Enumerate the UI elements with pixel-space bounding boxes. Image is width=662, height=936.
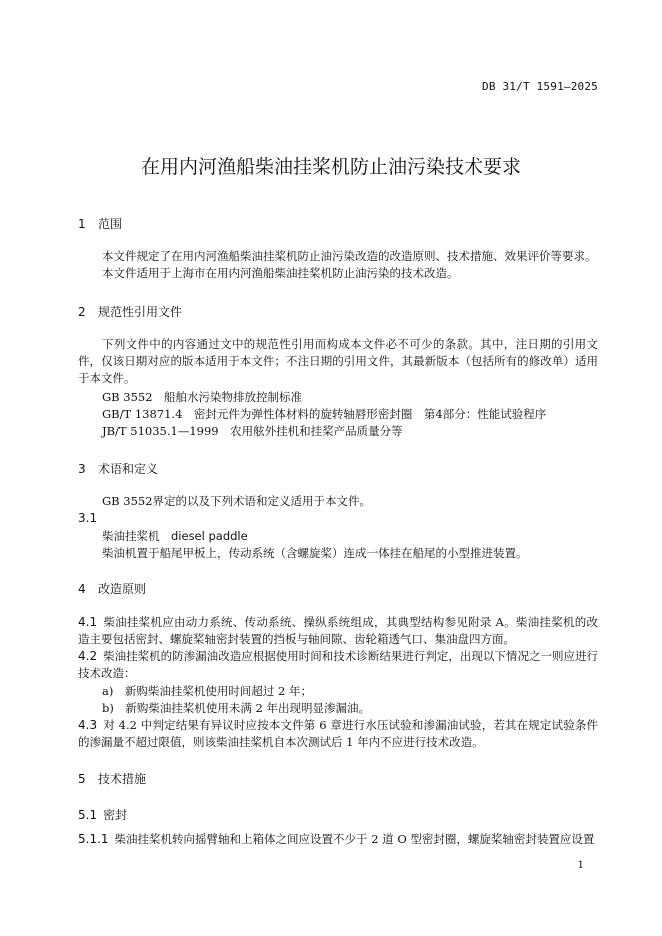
section-2-heading xyxy=(78,303,182,320)
paragraph: 本文件规定了在用内河渔船柴油挂桨机防止油污染改造的改造原则、技术措施、效果评价等要求。 xyxy=(102,249,597,263)
reference-item: GB 3552 船舶水污染物排放控制标准 xyxy=(102,390,303,404)
standard-number: DB 31/T 1591—2025 xyxy=(482,80,598,93)
clause-5-1-1 xyxy=(78,831,598,848)
section-title: 规范性引用文件 xyxy=(98,305,183,319)
clause-number: 3.1 xyxy=(78,511,98,525)
clause-number: 4.1 xyxy=(78,615,98,629)
section-title: 技术措施 xyxy=(98,772,147,786)
clause-text: 柴油挂桨机应由动力系统、传动系统、操纵系统组成，其典型结构参见附录 A。柴油挂桨机的改造主要包括密封、螺旋桨轴密封装置的挡板与轴间隙、齿轮箱透气口、集油盘四方面。 xyxy=(78,615,598,646)
reference-item: GB/T 13871.4 密封元件为弹性体材料的旋转轴唇形密封圈 第4部分：性能试验程序 xyxy=(102,407,547,421)
section-3-heading xyxy=(78,460,158,477)
section-5-heading xyxy=(78,770,146,787)
section-title: 改造原则 xyxy=(98,582,147,596)
section-number: 3 xyxy=(78,462,86,476)
section-number: 4 xyxy=(78,582,86,596)
term-definition: 柴油机置于船尾甲板上，传动系统（含螺旋桨）连成一体挂在船尾的小型推进装置。 xyxy=(102,546,528,560)
section-1-heading xyxy=(78,215,122,232)
term-entry: 柴油挂桨机 diesel paddle xyxy=(102,529,248,543)
clause-4-1 xyxy=(78,614,598,648)
section-number: 1 xyxy=(78,217,86,231)
clause-number: 5.1.1 xyxy=(78,832,109,846)
clause-text: 柴油挂桨机转向摇臂轴和上箱体之间应设置不少于 2 道 O 型密封圈，螺旋桨轴密封装置应设置 xyxy=(114,832,595,846)
paragraph: 本文件适用于上海市在用内河渔船柴油挂桨机防止油污染的技术改造。 xyxy=(102,266,459,280)
clause-number: 4.3 xyxy=(78,718,98,732)
section-number: 5 xyxy=(78,772,86,786)
clause-4-2 xyxy=(78,648,598,682)
clause-number: 4.2 xyxy=(78,649,98,663)
section-4-heading xyxy=(78,580,146,597)
clause-text: 对 4.2 中判定结果有异议时应按本文件第 6 章进行水压试验和渗漏油试验，若其在规定试验条件的渗漏量不超过限值，则该柴油挂桨机自本次测试后 1 年内不应进行技术改造。 xyxy=(78,718,598,749)
list-item: b) 新购柴油挂桨机使用未满 2 年出现明显渗漏油。 xyxy=(102,701,370,715)
reference-item: JB/T 51035.1—1999 农用舷外挂机和挂桨产品质量分等 xyxy=(102,424,403,438)
clause-title: 密封 xyxy=(103,808,128,822)
clause-text: 柴油挂桨机的防渗漏油改造应根据使用时间和技术诊断结果进行判定，出现以下情况之一则应进行技术改造： xyxy=(78,649,598,680)
document-title: 在用内河渔船柴油挂桨机防止油污染技术要求 xyxy=(140,156,521,178)
paragraph: 下列文件中的内容通过文中的规范性引用而构成本文件必不可少的条款。其中，注日期的引用文件，仅该日期对应的版本适用于本文件；不注日期的引用文件，其最新版本（包括所有的修改单）适用于本文件。 xyxy=(78,337,598,385)
section-number: 2 xyxy=(78,305,86,319)
clause-4-3 xyxy=(78,717,598,751)
page-number: 1 xyxy=(577,860,584,871)
section-title: 范围 xyxy=(98,217,123,231)
paragraph: GB 3552界定的以及下列术语和定义适用于本文件。 xyxy=(102,494,372,508)
list-item: a) 新购柴油挂桨机使用时间超过 2 年； xyxy=(102,684,312,698)
clause-number: 5.1 xyxy=(78,808,98,822)
clause-5-1-heading xyxy=(78,806,127,823)
section-title: 术语和定义 xyxy=(98,462,159,476)
